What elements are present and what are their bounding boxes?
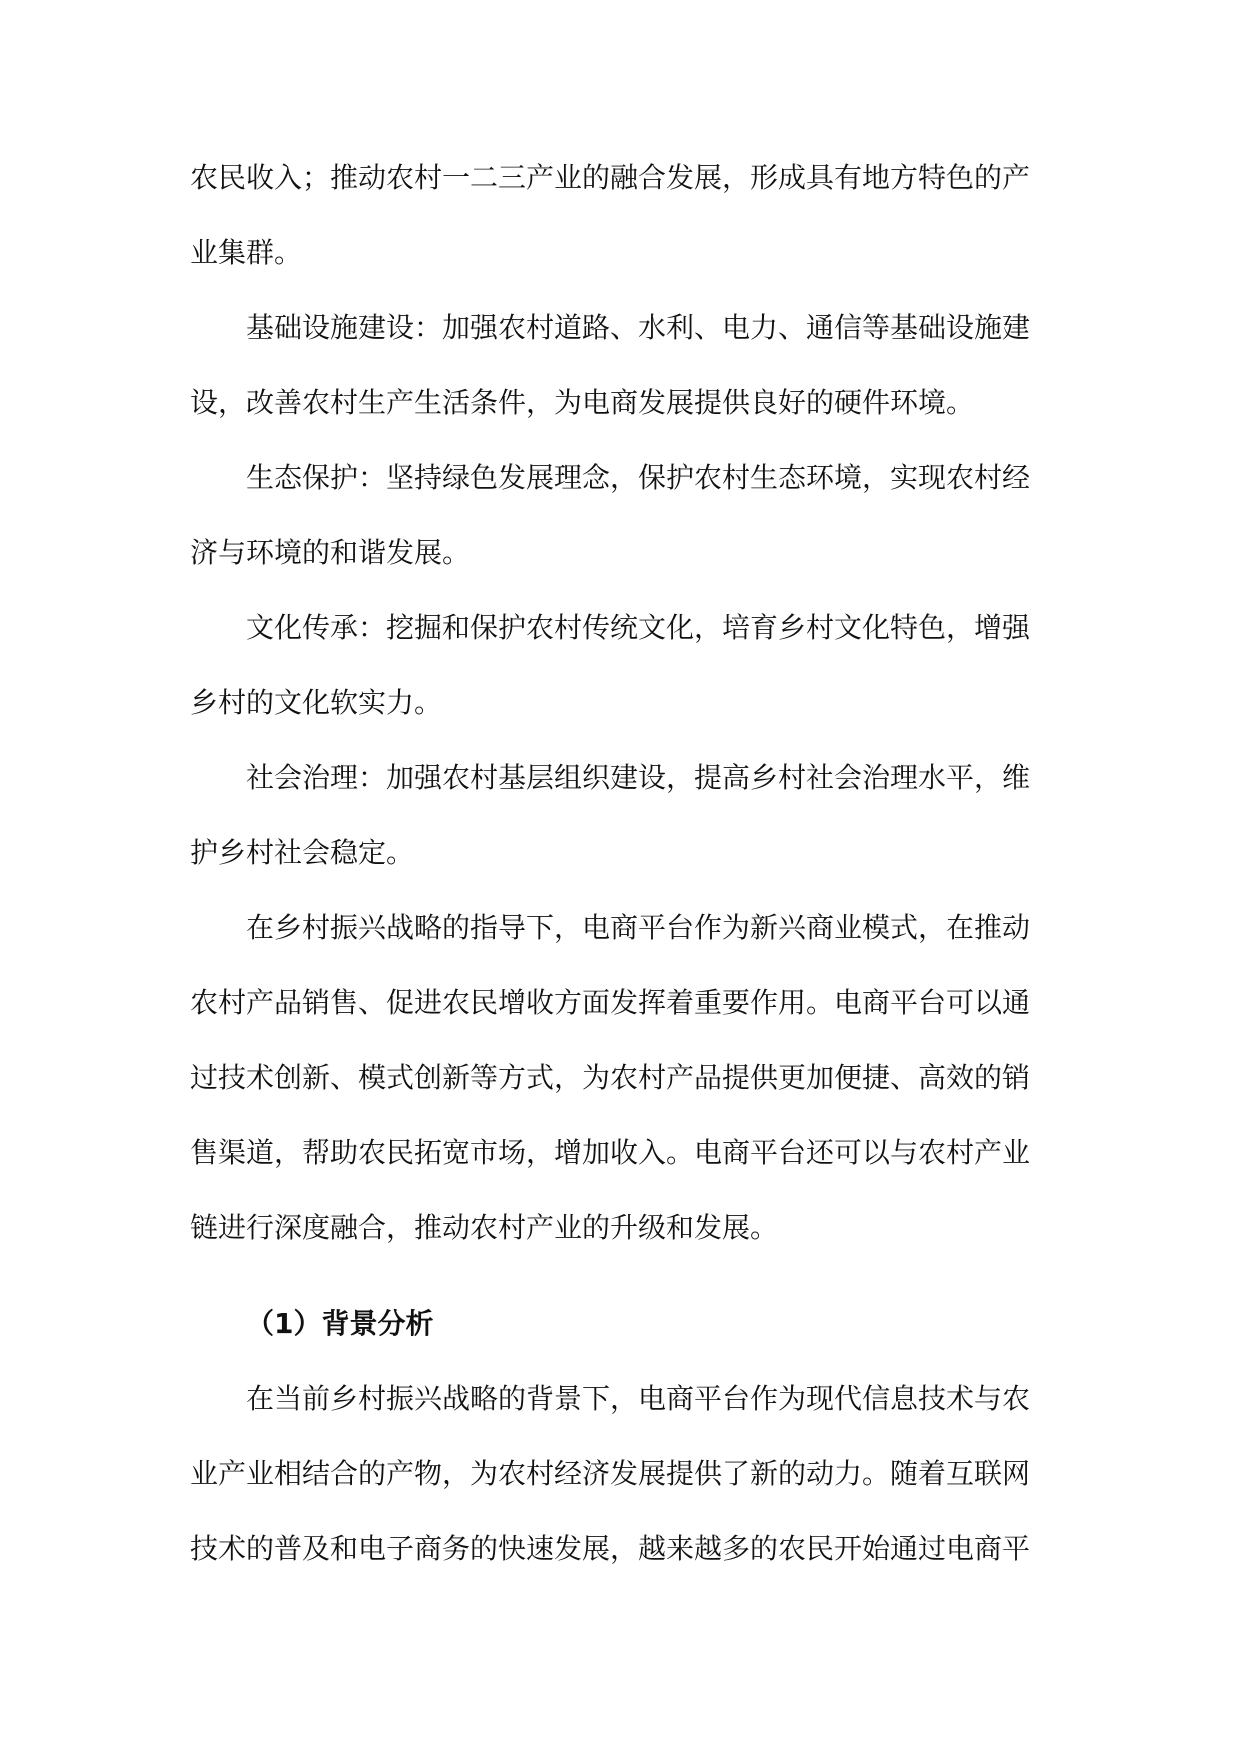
section-heading: （1）背景分析 (246, 1307, 434, 1340)
document-body (190, 140, 1050, 1586)
text-line: 业集群。 (190, 236, 303, 269)
text-line: 设，改善农村生产生活条件，为电商发展提供良好的硬件环境。 (190, 386, 975, 419)
text-line: 济与环境的和谐发展。 (190, 536, 471, 569)
text-line: 护乡村社会稳定。 (190, 836, 415, 869)
paragraph-background (190, 1361, 1050, 1586)
paragraph-ecology (190, 440, 1050, 590)
text-line: 过技术创新、模式创新等方式，为农村产品提供更加便捷、高效的销 (190, 1061, 1031, 1094)
text-line: 乡村的文化软实力。 (190, 686, 443, 719)
text-line: 在当前乡村振兴战略的背景下，电商平台作为现代信息技术与农 (246, 1382, 1031, 1415)
paragraph-continuation (190, 140, 1050, 290)
text-line: 链进行深度融合，推动农村产业的升级和发展。 (190, 1211, 779, 1244)
text-line: 农民收入；推动农村一二三产业的融合发展，形成具有地方特色的产 (190, 161, 1031, 194)
text-line: 基础设施建设：加强农村道路、水利、电力、通信等基础设施建 (246, 311, 1031, 344)
text-line: 社会治理：加强农村基层组织建设，提高乡村社会治理水平，维 (246, 761, 1031, 794)
paragraph-governance (190, 740, 1050, 890)
text-line: 文化传承：挖掘和保护农村传统文化，培育乡村文化特色，增强 (246, 611, 1031, 644)
text-line: 在乡村振兴战略的指导下，电商平台作为新兴商业模式，在推动 (246, 911, 1031, 944)
text-line: 农村产品销售、促进农民增收方面发挥着重要作用。电商平台可以通 (190, 986, 1031, 1019)
paragraph-culture (190, 590, 1050, 740)
paragraph-ecommerce-role (190, 890, 1050, 1265)
text-line: 售渠道，帮助农民拓宽市场，增加收入。电商平台还可以与农村产业 (190, 1136, 1031, 1169)
paragraph-infrastructure (190, 290, 1050, 440)
text-line: 技术的普及和电子商务的快速发展，越来越多的农民开始通过电商平 (190, 1532, 1031, 1565)
text-line: 生态保护：坚持绿色发展理念，保护农村生态环境，实现农村经 (246, 461, 1031, 494)
text-line: 业产业相结合的产物，为农村经济发展提供了新的动力。随着互联网 (190, 1457, 1031, 1490)
